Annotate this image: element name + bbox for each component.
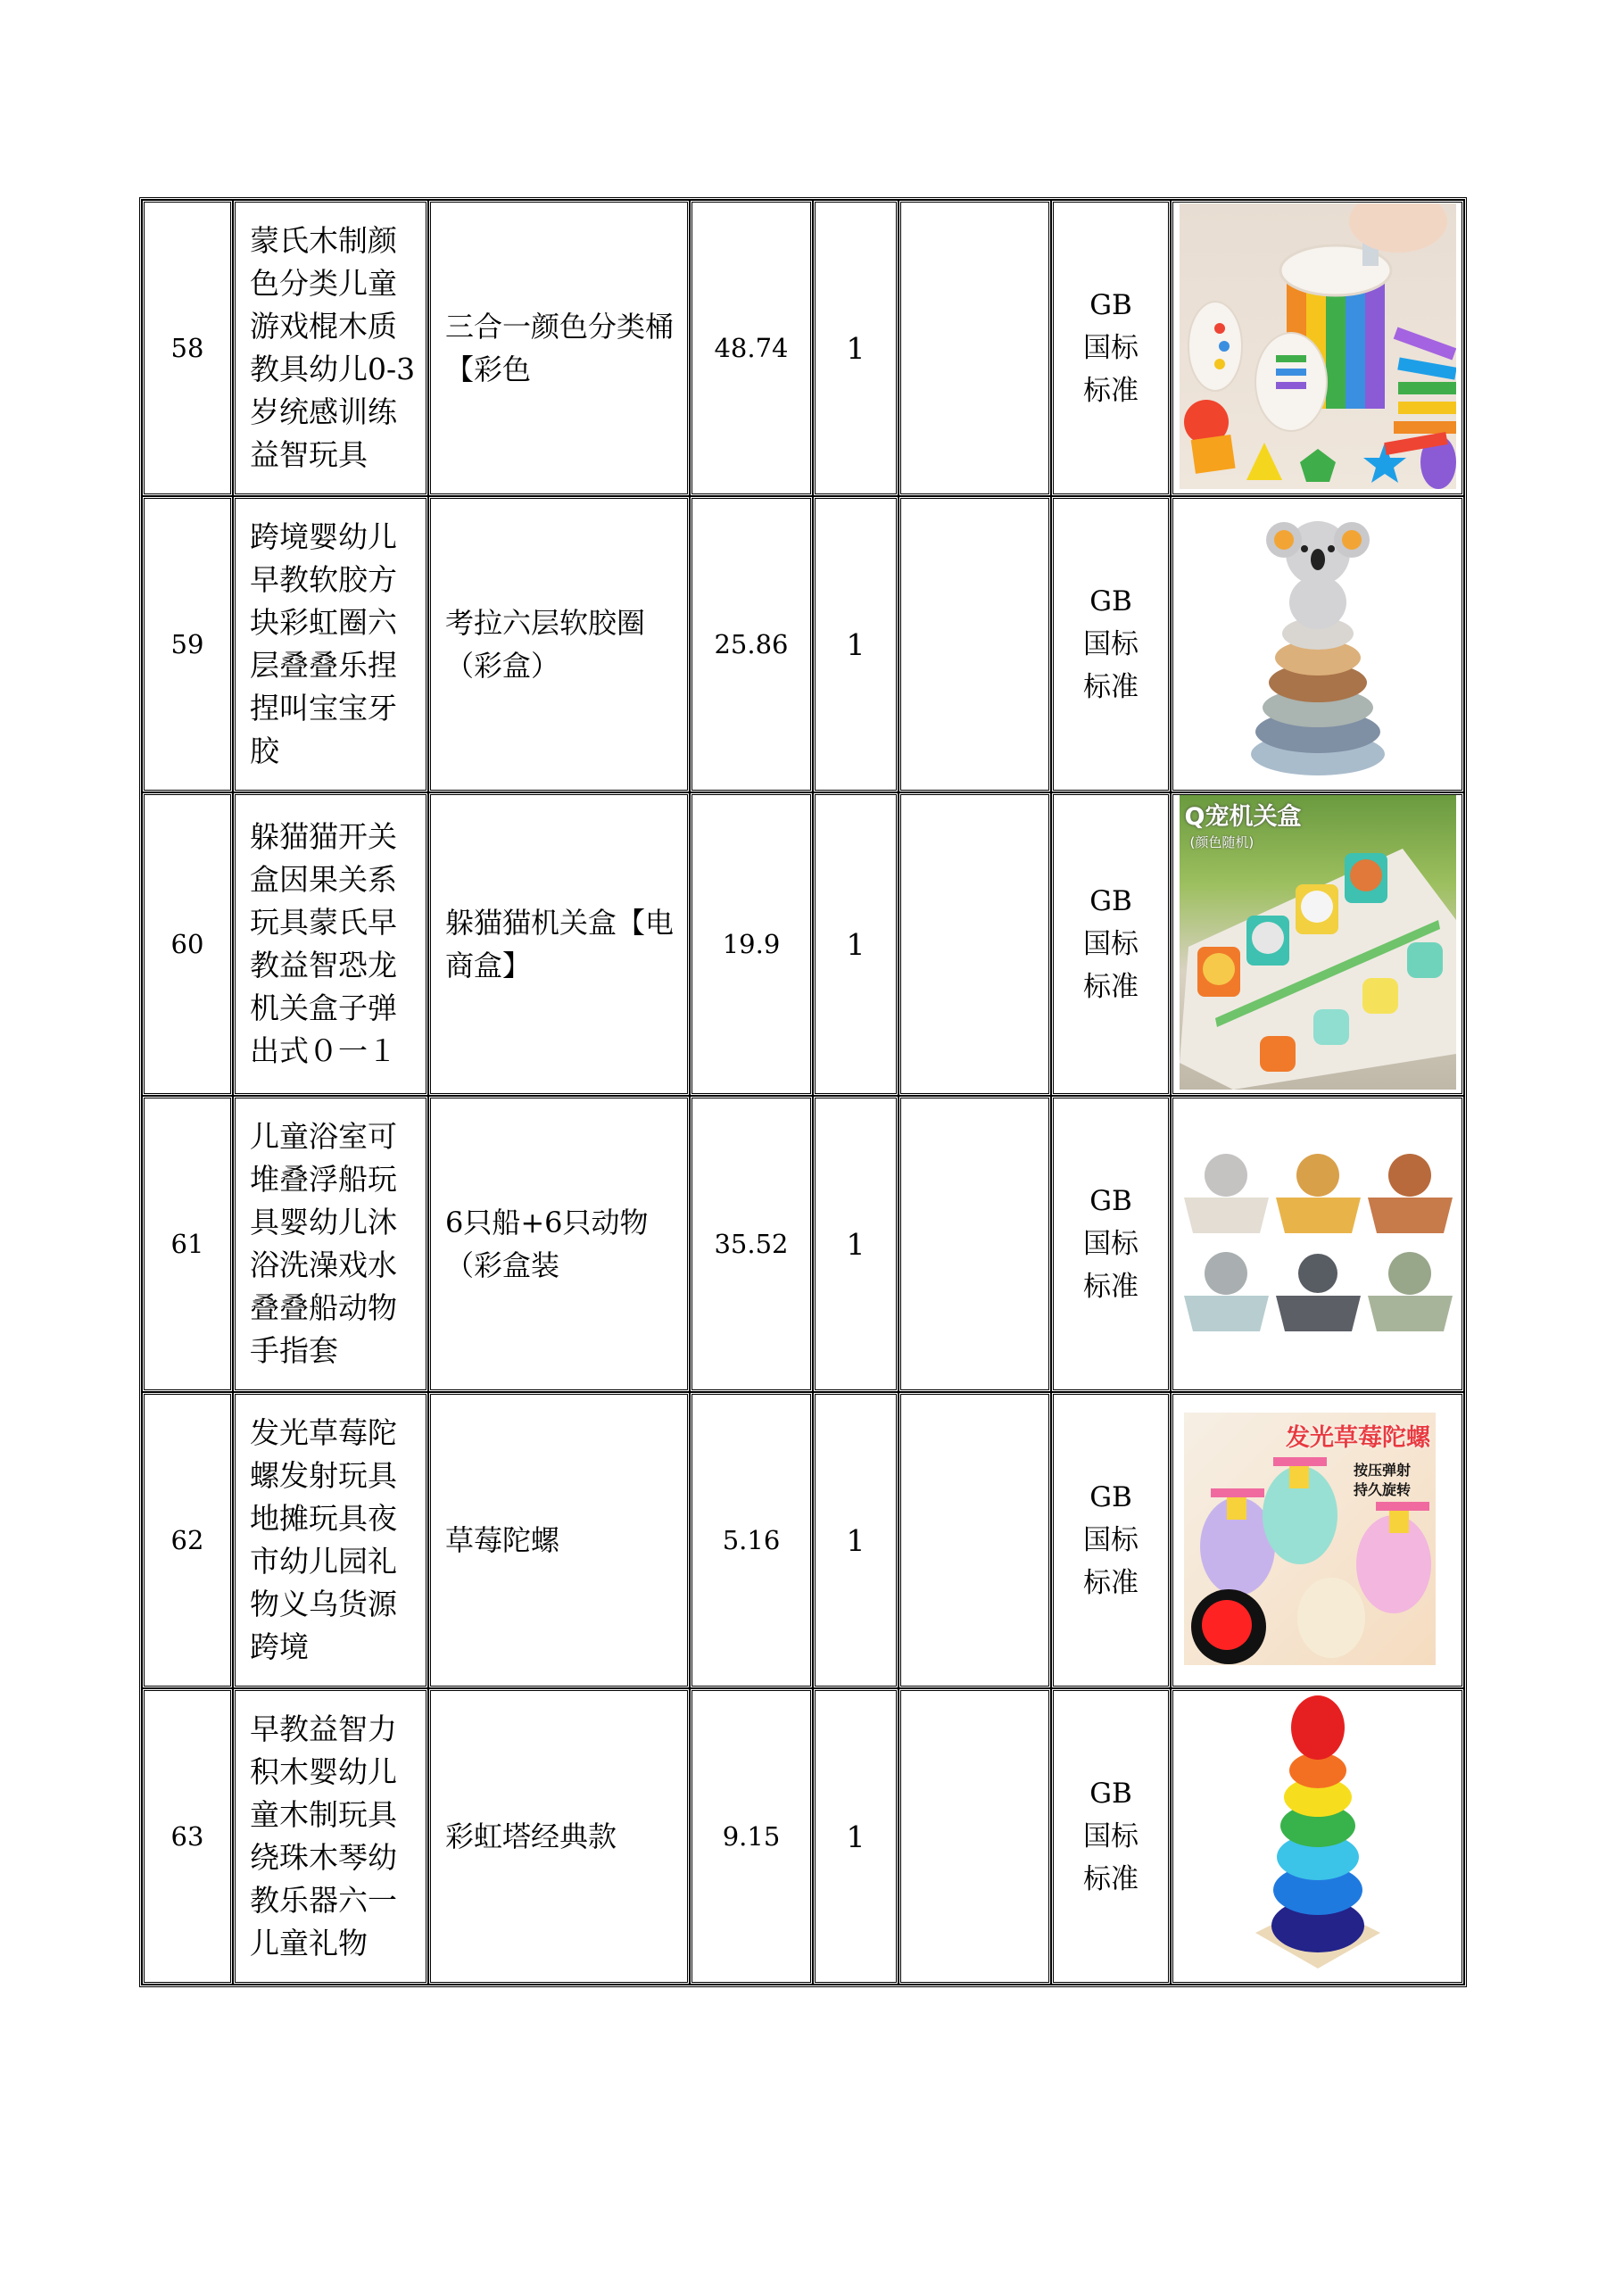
product-standard: GB国标标准 [1083,885,1139,1003]
product-quantity: 1 [813,1096,898,1392]
product-quantity: 1 [813,200,898,496]
product-standard: GB国标标准 [1083,289,1139,407]
product-spec: 躲猫猫机关盒【电商盒】 [428,792,690,1096]
product-price: 5.16 [690,1392,813,1688]
image-subcaption: (颜色随机) [1189,834,1255,850]
product-price: 9.15 [690,1688,813,1985]
product-name-cell [233,792,428,1096]
product-spec: 草莓陀螺 [428,1392,690,1688]
product-quantity: 1 [813,1392,898,1688]
row-number: 60 [142,792,233,1096]
product-name-cell [233,1392,428,1688]
product-standard: GB国标标准 [1083,585,1139,703]
product-name-cell [233,1096,428,1392]
product-spec: 6只船+6只动物（彩盒装 [428,1096,690,1392]
table-row [142,792,1464,1096]
product-image-cell [1171,1096,1464,1392]
product-table [139,197,1467,1987]
row-number: 63 [142,1688,233,1985]
row-number: 58 [142,200,233,496]
empty-cell [898,200,1051,496]
image-subcaption: 按压弹射 持久旋转 [1354,1461,1412,1498]
product-name: 蒙氏木制颜色分类儿童游戏棍木质教具幼儿0-3岁统感训练益智玩具 [250,223,416,472]
product-image-cell [1171,1392,1464,1688]
product-standard: GB国标标准 [1083,1778,1139,1895]
product-image-cell [1171,496,1464,792]
empty-cell [898,792,1051,1096]
standard-cell [1051,1392,1171,1688]
product-name-cell [233,1688,428,1985]
product-quantity: 1 [813,496,898,792]
standard-cell [1051,792,1171,1096]
standard-cell [1051,200,1171,496]
product-price: 25.86 [690,496,813,792]
table-row [142,1392,1464,1688]
product-name: 跨境婴幼儿早教软胶方块彩虹圈六层叠叠乐捏捏叫宝宝牙胶 [250,519,397,768]
product-quantity: 1 [813,792,898,1096]
empty-cell [898,1096,1051,1392]
product-name-cell [233,496,428,792]
product-name: 躲猫猫开关盒因果关系玩具蒙氏早教益智恐龙机关盒子弹出式０一１ [250,819,397,1068]
table-row [142,1688,1464,1985]
pop-up-pet-box-photo [1180,795,1456,1090]
table-row [142,200,1464,496]
empty-cell [898,1392,1051,1688]
product-spec: 考拉六层软胶圈（彩盒） [428,496,690,792]
glowing-strawberry-top-photo [1184,1413,1436,1665]
product-standard: GB国标标准 [1083,1185,1139,1303]
product-name: 早教益智力积木婴幼儿童木制玩具绕珠木琴幼教乐器六一儿童礼物 [250,1712,397,1960]
product-spec: 彩虹塔经典款 [428,1688,690,1985]
product-image-cell [1171,1688,1464,1985]
product-price: 48.74 [690,200,813,496]
empty-cell [898,496,1051,792]
row-number: 62 [142,1392,233,1688]
product-standard: GB国标标准 [1083,1481,1139,1599]
product-image-cell [1171,200,1464,496]
product-price: 35.52 [690,1096,813,1392]
product-image-cell [1171,792,1464,1096]
koala-stacking-rings-photo [1229,504,1407,781]
product-quantity: 1 [813,1688,898,1985]
table-row [142,496,1464,792]
rainbow-color-sorting-bucket-photo [1180,203,1456,489]
row-number: 61 [142,1096,233,1392]
animal-bath-boats-photo [1180,1144,1456,1340]
table-row [142,1096,1464,1392]
standard-cell [1051,1688,1171,1985]
product-price: 19.9 [690,792,813,1096]
product-spec: 三合一颜色分类桶【彩色 [428,200,690,496]
standard-cell [1051,1096,1171,1392]
image-caption: 发光草莓陀螺 [1286,1423,1430,1452]
standard-cell [1051,496,1171,792]
image-caption: Q宠机关盒 [1184,803,1302,831]
product-name: 发光草莓陀螺发射玩具地摊玩具夜市幼儿园礼物义乌货源跨境 [250,1415,397,1664]
product-name-cell [233,200,428,496]
rainbow-stacking-tower-photo [1246,1692,1389,1977]
product-name: 儿童浴室可堆叠浮船玩具婴幼儿沐浴洗澡戏水叠叠船动物手指套 [250,1119,397,1368]
row-number: 59 [142,496,233,792]
empty-cell [898,1688,1051,1985]
